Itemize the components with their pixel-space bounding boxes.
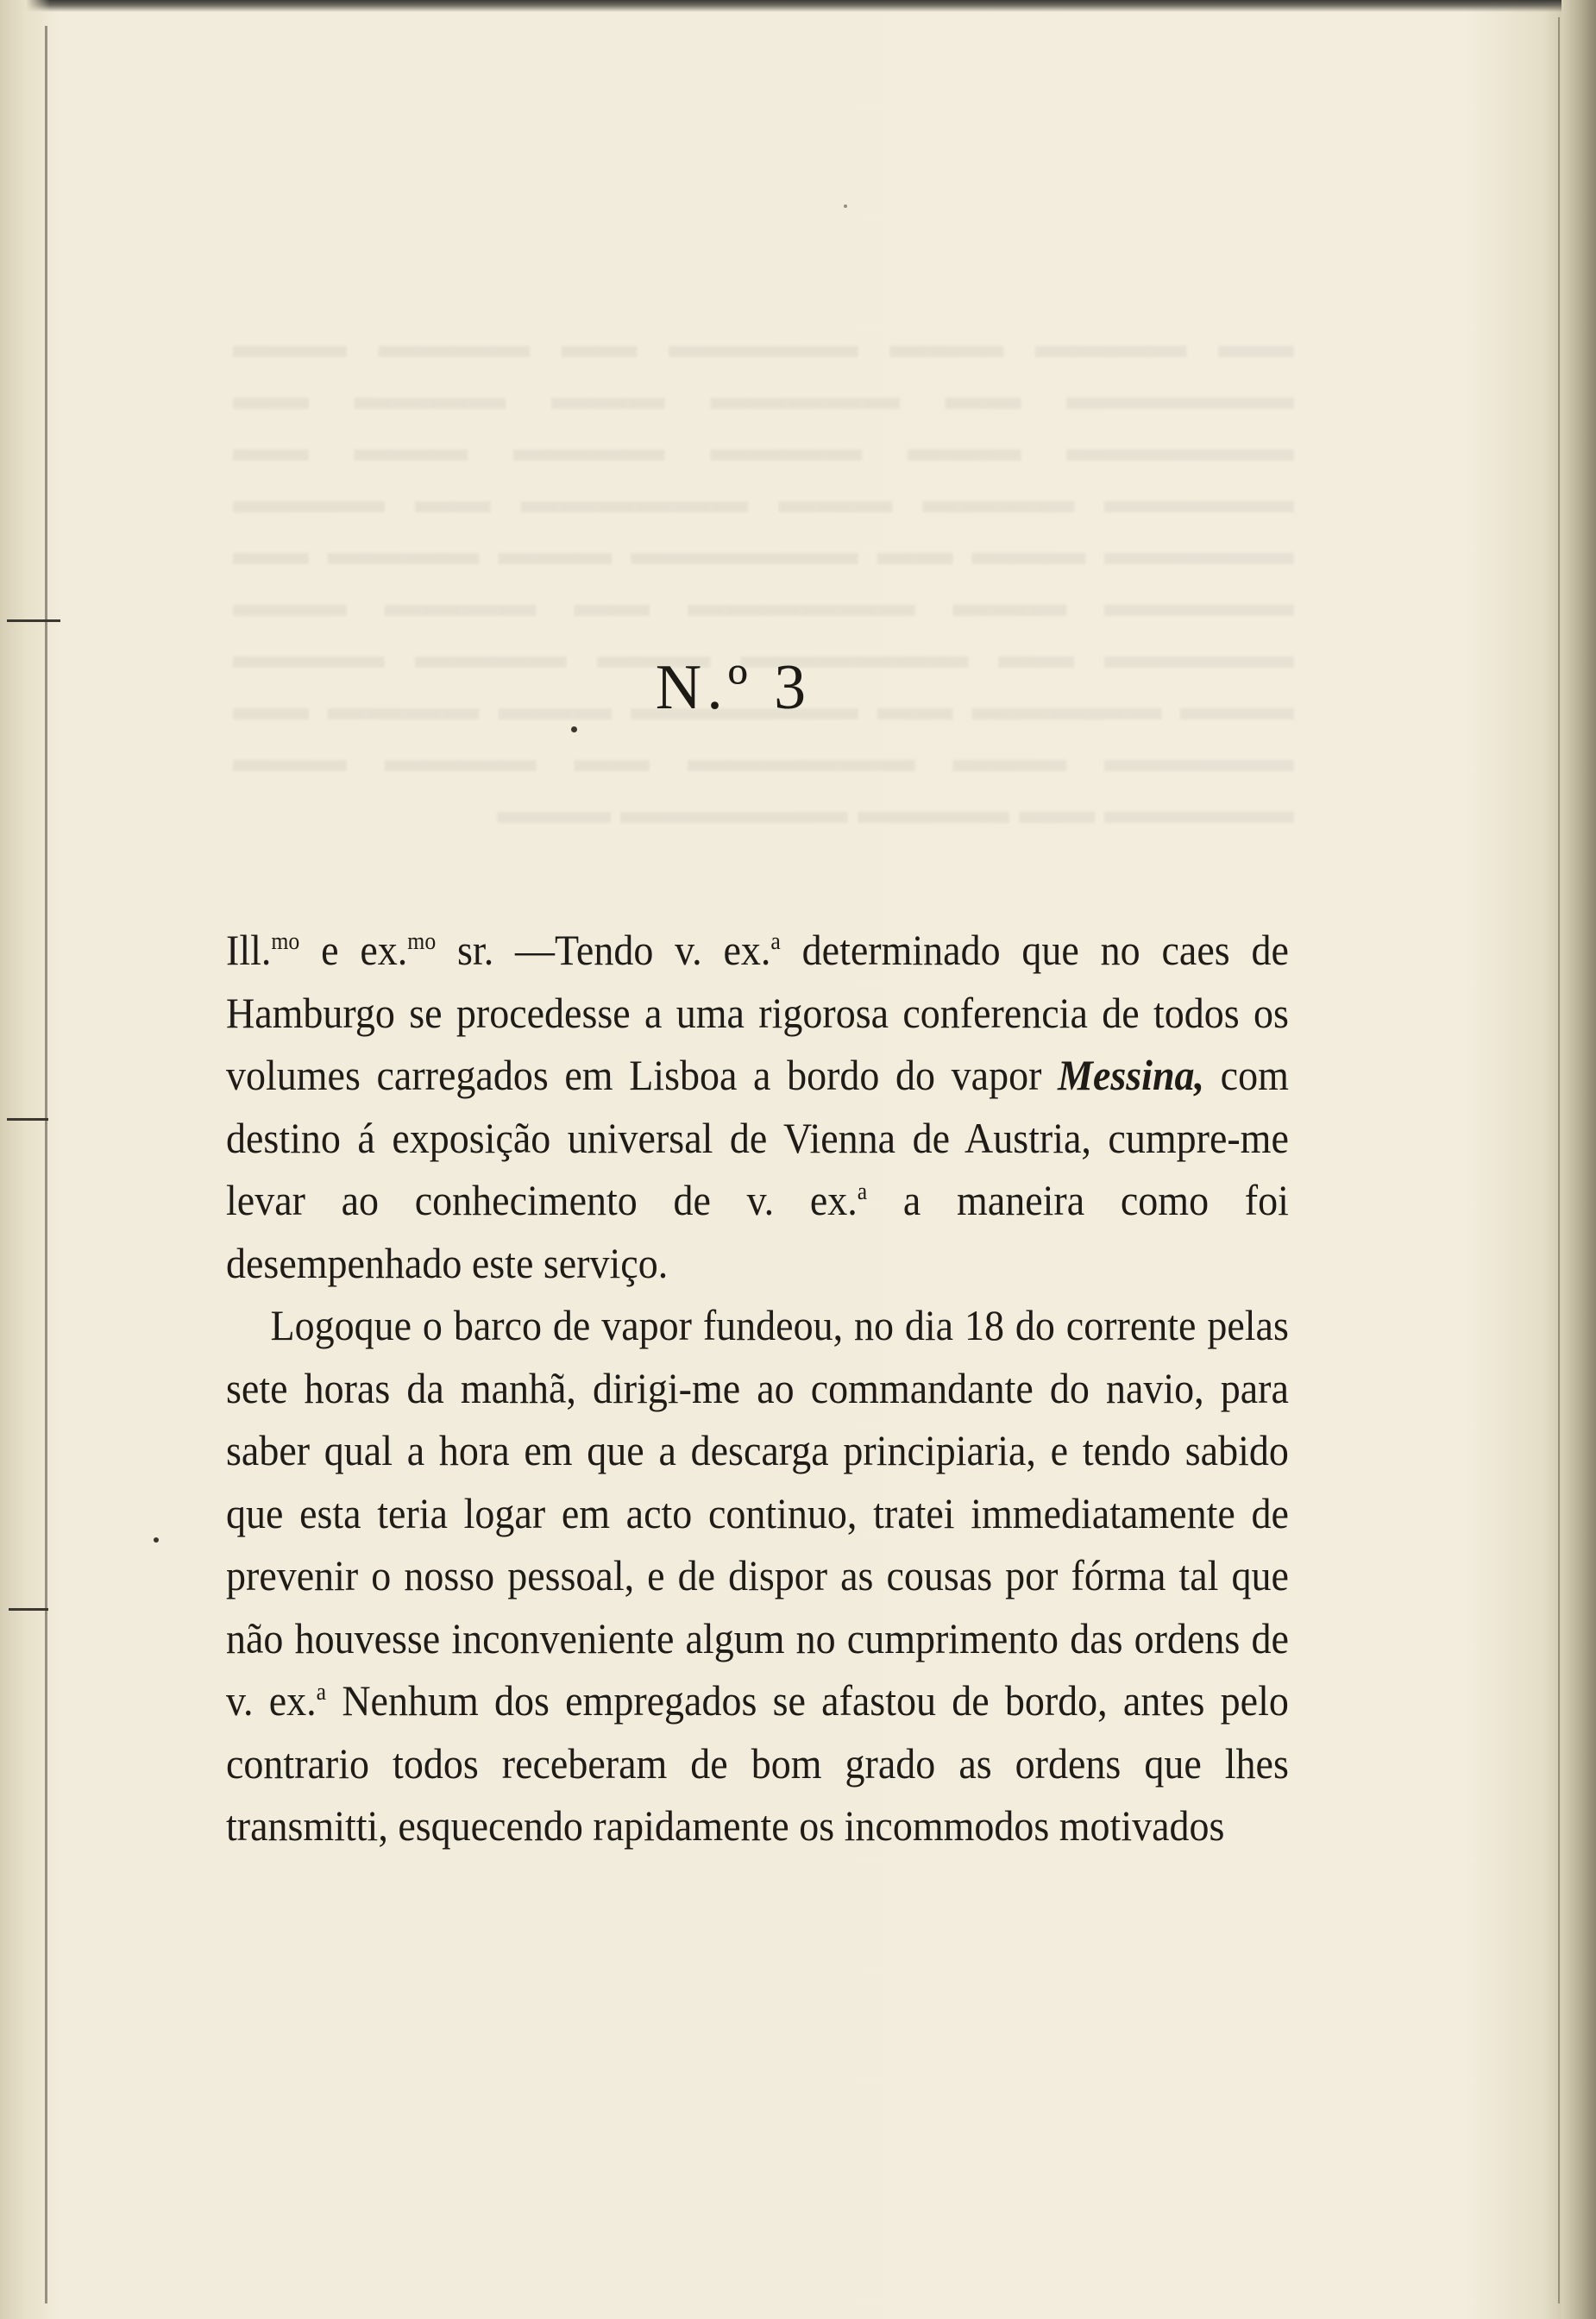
right-margin-rule xyxy=(1558,17,1560,2303)
paragraph-1 xyxy=(226,919,1289,1294)
letter-body xyxy=(226,919,1289,1857)
text-run: sr. —Tendo v. ex. xyxy=(436,926,771,974)
margin-tick xyxy=(7,1118,48,1121)
superscript: a xyxy=(857,1178,868,1205)
bleed-through-texture xyxy=(233,319,1294,837)
left-binding xyxy=(0,0,50,2319)
text-run: com destino á exposição universal de Vienna de Austria, cumpre-me levar ao conhecimento de v. ex. xyxy=(226,1051,1289,1224)
ink-speck xyxy=(571,726,577,732)
text-run: Nenhum dos empregados se afastou de bordo, antes pelo contrario todos receberam de bom grado as ordens que lhes transmitti, esquecendo rapidamente os incommodos motivados xyxy=(226,1676,1289,1850)
top-page-edge xyxy=(0,0,1596,12)
right-page-edge xyxy=(1561,0,1596,2319)
margin-tick xyxy=(9,1608,48,1611)
left-margin-rule xyxy=(45,26,47,2303)
text-run: Ill. xyxy=(226,926,272,974)
ink-speck xyxy=(154,1537,159,1543)
superscript: mo xyxy=(271,928,300,955)
superscript: a xyxy=(770,928,781,955)
text-run: e ex. xyxy=(299,926,408,974)
text-run: Logoque o barco de vapor fundeou, no dia 18 do corrente pelas sete horas da manhã, dirigi-me ao commandante do navio, para saber qual a hora em que a descarga principiaria, e tendo sabido que esta teria logar em acto continuo, tratei immediatamente de prevenir o nosso pessoal, e de dispor as cousas por fórma tal que não houvesse inconveniente algum no cumprimento das ordens de v. ex. xyxy=(226,1301,1289,1725)
document-number-heading: N.º 3 xyxy=(655,652,812,723)
paragraph-2 xyxy=(226,1294,1289,1857)
margin-tick xyxy=(7,619,60,622)
superscript: a xyxy=(316,1679,327,1706)
superscript: mo xyxy=(407,928,437,955)
ship-name: Messina, xyxy=(1058,1051,1205,1099)
text-run: a maneira como foi desempenhado este serviço. xyxy=(226,1176,1289,1287)
ink-speck xyxy=(844,204,847,208)
text-run: determinado que no caes de Hamburgo se procedesse a uma rigorosa conferencia de todos os volumes carregados em Lisboa a bordo do vapor xyxy=(226,926,1289,1099)
